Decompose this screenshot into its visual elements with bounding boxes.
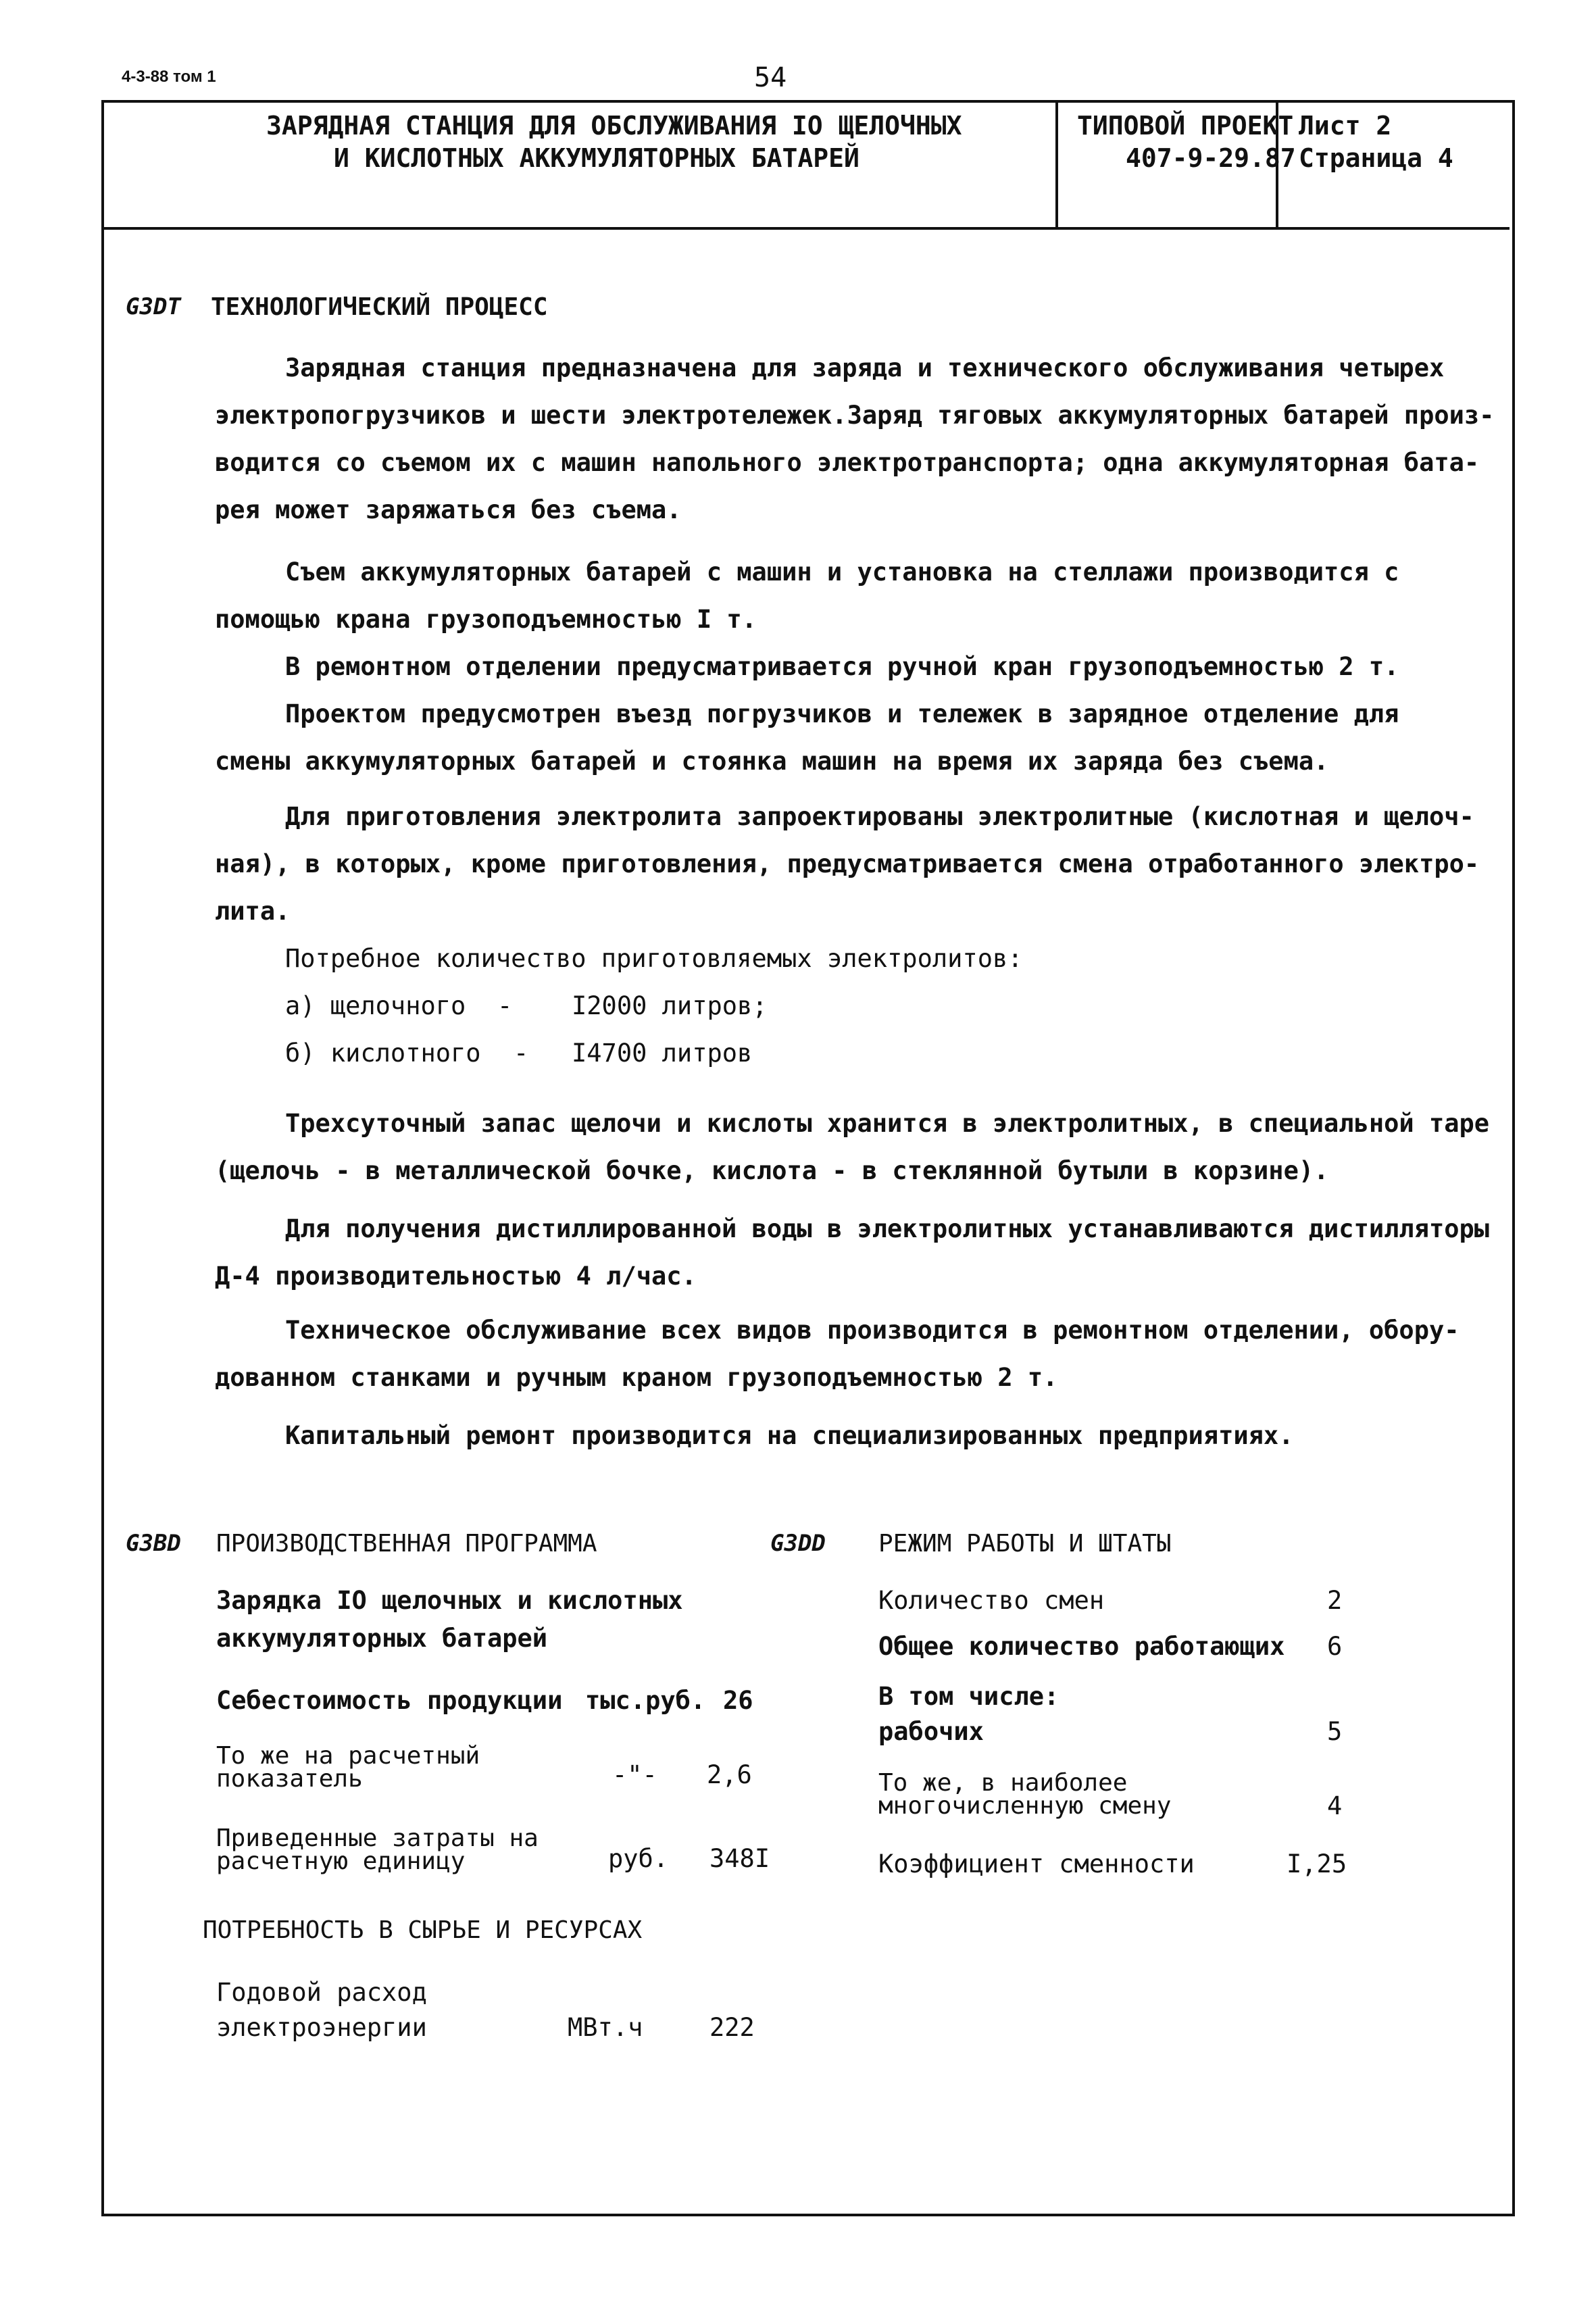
page-number: 54 <box>754 62 787 93</box>
paragraph-8 <box>215 1205 1490 1300</box>
largest-shift-line-1: То же, в наиболее <box>878 1769 1128 1797</box>
reduced-costs-line-1: Приведенные затраты на <box>216 1824 539 1852</box>
section-title-resources: ПОТРЕБНОСТЬ В СЫРЬЕ И РЕСУРСАХ <box>203 1916 643 1944</box>
shifts-label: Количество смен <box>878 1586 1105 1615</box>
paragraph-5 <box>215 793 1480 935</box>
reduced-costs-line-2: расчетную единицу <box>216 1847 466 1875</box>
paragraph-2 <box>215 549 1431 643</box>
section-title-staff: РЕЖИМ РАБОТЫ И ШТАТЫ <box>878 1530 1172 1558</box>
title-block-divider <box>1055 100 1058 227</box>
labor-value: 5 <box>1327 1717 1343 1746</box>
cost-label: Себестоимость продукции <box>216 1686 563 1715</box>
paragraph-line: Для приготовления электролита запроектированы электролитные (кислотная и щелоч- <box>285 802 1474 831</box>
document-title-line-1: ЗАРЯДНАЯ СТАНЦИЯ ДЛЯ ОБСЛУЖИВАНИЯ IO ЩЕЛОЧНЫХ <box>266 111 962 141</box>
project-number: 407-9-29.87 <box>1126 143 1296 173</box>
shift-coefficient-label: Коэффициент сменности <box>878 1849 1195 1878</box>
paragraph-line: дованном станками и ручным краном грузоподъемностью 2 т. <box>215 1363 1058 1392</box>
cost-value: 26 <box>723 1686 753 1715</box>
paragraph-line: ная), в которых, кроме приготовления, предусматривается смена отработанного электро- <box>215 849 1480 878</box>
reduced-costs-value: 348I <box>709 1844 770 1873</box>
paragraph-line: Зарядная станция предназначена для заряда и технического обслуживания четырех <box>285 353 1445 382</box>
paragraph-line: рея может заряжаться без съема. <box>215 495 682 524</box>
list-item-a-label: а) щелочного <box>285 991 466 1020</box>
section-code-tech: G3DT <box>126 293 181 320</box>
same-indicator-line-1: То же на расчетный <box>216 1742 480 1770</box>
section-code-program: G3BD <box>126 1530 181 1557</box>
section-code-staff: G3DD <box>770 1530 826 1557</box>
shift-coefficient-value: I,25 <box>1287 1849 1347 1878</box>
paragraph-line: Техническое обслуживание всех видов производится в ремонтном отделении, обору- <box>285 1316 1460 1345</box>
labor-label: рабочих <box>878 1717 984 1746</box>
workers-label: Общее количество работающих <box>878 1632 1285 1661</box>
reduced-costs-unit: руб. <box>608 1844 669 1873</box>
including-label: В том числе: <box>878 1682 1059 1711</box>
same-indicator-value: 2,6 <box>707 1760 752 1789</box>
sheet-code: 4-3-88 том 1 <box>122 68 216 86</box>
list-item-a-value: I2000 литров; <box>572 991 768 1020</box>
paragraph-10: Капитальный ремонт производится на специализированных предприятиях. <box>285 1421 1294 1450</box>
paragraph-line: Для получения дистиллированной воды в электролитных устанавливаются дистилляторы <box>285 1214 1490 1243</box>
paragraph-line: Д-4 производительностью 4 л/час. <box>215 1262 697 1291</box>
workers-value: 6 <box>1327 1632 1343 1661</box>
same-indicator-line-2: показатель <box>216 1765 363 1793</box>
paragraph-line: лита. <box>215 897 291 926</box>
largest-shift-value: 4 <box>1327 1791 1343 1820</box>
list-item-b-dash: - <box>514 1039 529 1068</box>
page-label: Страница 4 <box>1299 143 1453 173</box>
paragraph-line: помощью крана грузоподъемностью I т. <box>215 605 757 634</box>
paragraph-6: Потребное количество приготовляемых электролитов: <box>285 944 1023 973</box>
resources-value: 222 <box>709 2013 755 2042</box>
list-item-a-dash: - <box>497 991 513 1020</box>
paragraph-9 <box>215 1307 1460 1401</box>
title-block <box>101 100 1510 230</box>
resources-unit: МВт.ч <box>568 2013 643 2042</box>
paragraph-3: В ремонтном отделении предусматривается ручной кран грузоподъемностью 2 т. <box>285 652 1399 681</box>
largest-shift-line-2: многочисленную смену <box>878 1792 1172 1820</box>
program-item-line-2: аккумуляторных батарей <box>216 1624 548 1653</box>
resources-line-2: электроэнергии <box>216 2013 427 2042</box>
paragraph-1 <box>215 345 1495 534</box>
paragraph-line: (щелочь - в металлической бочке, кислота - в стеклянной бутыли в корзине). <box>215 1156 1329 1185</box>
paragraph-line: Трехсуточный запас щелочи и кислоты хранится в электролитных, в специальной таре <box>285 1109 1490 1138</box>
paragraph-line: смены аккумуляторных батарей и стоянка машин на время их заряда без съема. <box>215 747 1329 776</box>
resources-line-1: Годовой расход <box>216 1978 427 2007</box>
paragraph-line: водится со съемом их с машин напольного электротранспорта; одна аккумуляторная бата- <box>215 448 1480 477</box>
section-title-tech: ТЕХНОЛОГИЧЕСКИЙ ПРОЦЕСС <box>211 293 548 321</box>
section-title-program: ПРОИЗВОДСТВЕННАЯ ПРОГРАММА <box>216 1530 597 1558</box>
paragraph-7 <box>215 1100 1490 1195</box>
paragraph-4 <box>215 691 1431 785</box>
paragraph-line: Проектом предусмотрен въезд погрузчиков и тележек в зарядное отделение для <box>285 699 1399 728</box>
paragraph-line: Съем аккумуляторных батарей с машин и установка на стеллажи производится с <box>285 557 1399 587</box>
shifts-value: 2 <box>1327 1586 1343 1615</box>
cost-unit: тыс.руб. <box>585 1686 706 1715</box>
list-item-b-label: б) кислотного <box>285 1039 481 1068</box>
sheet-label: Лист 2 <box>1299 111 1392 141</box>
program-item-line-1: Зарядка IO щелочных и кислотных <box>216 1586 683 1615</box>
list-item-b-value: I4700 литров <box>572 1039 753 1068</box>
paragraph-line: электропогрузчиков и шести электротележек.Заряд тяговых аккумуляторных батарей произ- <box>215 401 1495 430</box>
project-label: ТИПОВОЙ ПРОЕКТ <box>1077 111 1294 141</box>
same-indicator-unit: -"- <box>612 1760 657 1789</box>
document-title-line-2: И КИСЛОТНЫХ АККУМУЛЯТОРНЫХ БАТАРЕЙ <box>334 143 859 173</box>
